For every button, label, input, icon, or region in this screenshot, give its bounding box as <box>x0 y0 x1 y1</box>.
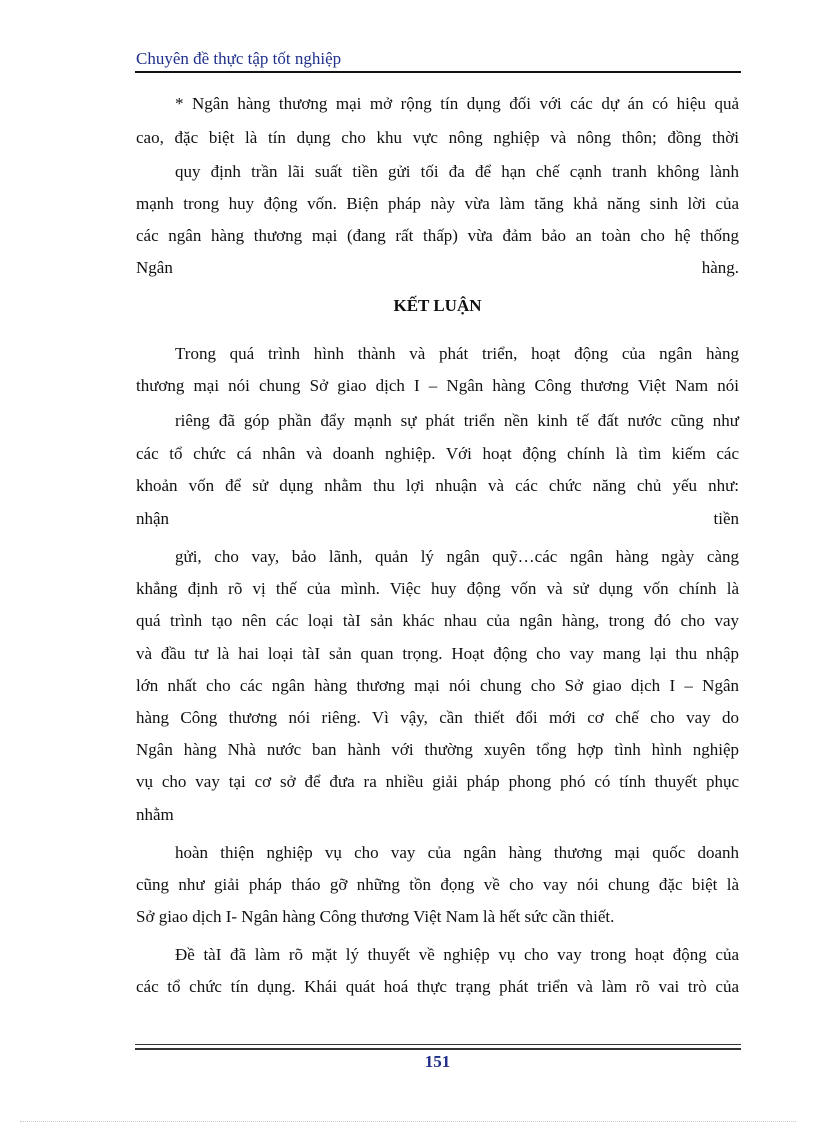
text-line: quá trình tạo nên các loại tàI sản khác nhau của ngân hàng, trong đó cho vay <box>136 611 739 630</box>
text-line: Trong quá trình hình thành và phát triển, hoạt động của ngân hàng <box>175 344 739 363</box>
text-line: lớn nhất cho các ngân hàng thương mại nói chung cho Sở giao dịch I – Ngân <box>136 676 739 695</box>
footer-rule-top <box>135 1044 741 1045</box>
page-edge-dotted <box>20 1121 796 1122</box>
text-line: * Ngân hàng thương mại mở rộng tín dụng đối với các dự án có hiệu quả <box>175 94 739 113</box>
section-heading: KẾT LUẬN <box>393 296 482 315</box>
text-line: Đề tàI đã làm rõ mặt lý thuyết về nghiệp vụ cho vay trong hoạt động của <box>175 945 739 964</box>
text-line: và đầu tư là hai loại tàI sản quan trọng. Hoạt động cho vay mang lại thu nhập <box>136 644 739 663</box>
text-line: khẳng định rõ vị thế của mình. Việc huy động vốn và sử dụng vốn chính là <box>136 579 739 598</box>
text-line: các ngân hàng thương mại (đang rất thấp) vừa đảm bảo an toàn cho hệ thống <box>136 226 739 245</box>
text-line: gửi, cho vay, bảo lãnh, quản lý ngân quỹ…các ngân hàng ngày càng <box>175 547 739 566</box>
footer-rule-bottom <box>135 1048 741 1050</box>
running-header-title: Chuyên đề thực tập tốt nghiệp <box>136 49 342 68</box>
text-line: các tổ chức cá nhân và doanh nghiệp. Với hoạt động chính là tìm kiếm các <box>136 444 739 463</box>
text-line: nhằm <box>136 805 174 824</box>
text-line: cao, đặc biệt là tín dụng cho khu vực nông nghiệp và nông thôn; đồng thời <box>136 128 739 147</box>
text-line: hoàn thiện nghiệp vụ cho vay của ngân hàng thương mại quốc doanh <box>175 843 739 862</box>
page-number: 151 <box>424 1052 451 1071</box>
text-line: cũng như giải pháp tháo gỡ những tồn đọng về cho vay nói chung đặc biệt là <box>136 875 739 894</box>
text-line: thương mại nói chung Sở giao dịch I – Ngân hàng Công thương Việt Nam nói <box>136 376 739 395</box>
text-line: các tổ chức tín dụng. Khái quát hoá thực trạng phát triển và làm rõ vai trò của <box>136 977 739 996</box>
text-line: Ngân hàng. <box>136 258 739 277</box>
text-line: Sở giao dịch I- Ngân hàng Công thương Việt Nam là hết sức cần thiết. <box>136 907 615 926</box>
text-line: khoản vốn để sử dụng nhằm thu lợi nhuận và các chức năng chủ yếu như: <box>136 476 739 495</box>
text-line: vụ cho vay tại cơ sở để đưa ra nhiều giải pháp phong phó có tính thuyết phục <box>136 772 739 791</box>
text-line: Ngân hàng Nhà nước ban hành với thường xuyên tổng hợp tình hình nghiệp <box>136 740 739 759</box>
text-line: hàng Công thương nói riêng. Vì vậy, cần thiết đổi mới cơ chế cho vay do <box>136 708 739 727</box>
text-line: quy định trần lãi suất tiền gửi tối đa để hạn chế cạnh tranh không lành <box>175 162 739 181</box>
text-line: mạnh trong huy động vốn. Biện pháp này vừa làm tăng khả năng sinh lời của <box>136 194 739 213</box>
text-line: riêng đã góp phần đẩy mạnh sự phát triển nền kinh tế đất nước cũng như <box>175 411 739 430</box>
header-rule <box>135 71 741 73</box>
text-line: nhận tiền <box>136 509 739 528</box>
